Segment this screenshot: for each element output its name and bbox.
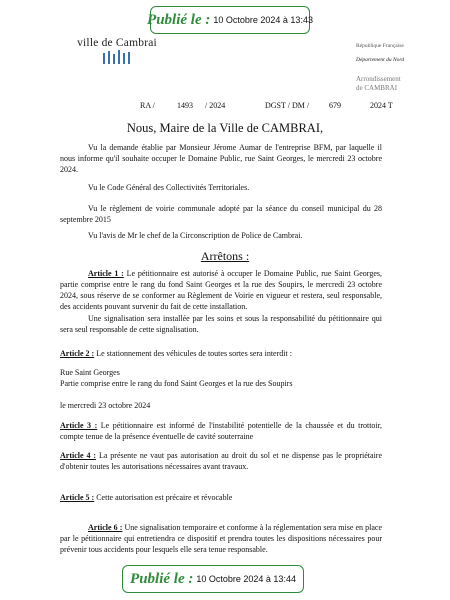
article-3 xyxy=(60,420,382,442)
article-2-text: Le stationnement des véhicules de toutes sortes sera interdit : xyxy=(94,349,292,358)
article-2 xyxy=(60,348,382,359)
stamp-label: Publié le : xyxy=(130,570,194,587)
ref-year-t: 2024 T xyxy=(370,101,393,110)
logo-text: ville de Cambrai xyxy=(77,37,157,49)
ref-ra-number: 1493 xyxy=(177,101,193,110)
article-2-section: Partie comprise entre le rang du fond Saint Georges et la rue des Soupirs xyxy=(60,379,293,388)
article-3-label: Article 3 : xyxy=(60,421,98,430)
publication-stamp-top xyxy=(147,6,313,34)
consideration-reglement: Vu le règlement de voirie communale adopté par la séance du conseil municipal du 28 septembre 2015 xyxy=(60,204,382,224)
article-2-date: le mercredi 23 octobre 2024 xyxy=(60,401,151,410)
article-1-label: Article 1 : xyxy=(88,269,124,278)
arrondissement-label xyxy=(356,75,401,93)
departement-label: Département du Nord xyxy=(356,57,405,63)
article-5-text: Cette autorisation est précaire et révocable xyxy=(94,493,233,502)
article-3-text: Le pétitionnaire est informé de l'instabilité potentielle de la chaussée et du trottoir, compte tenue de la présence éventuelle de cavité souterraine xyxy=(60,421,383,441)
arrondissement-line1: Arrondissement xyxy=(356,75,401,83)
article-4-text: La présente ne vaut pas autorisation au droit du sol et ne dispense pas le propriétaire d'obtenir toutes les autorisations nécessaires avant travaux. xyxy=(60,451,383,471)
consideration-demande: Vu la demande établie par Monsieur Jérome Aumar de l'entreprise BFM, par laquelle il nous informe qu'il souhaite occuper le Domaine Public, rue Saint Georges, le mercredi 23 octobre 2024. xyxy=(60,143,382,174)
article-5 xyxy=(60,492,382,503)
article-1 xyxy=(60,268,382,312)
arretons-heading xyxy=(0,249,450,264)
page-title: Nous, Maire de la Ville de CAMBRAI, xyxy=(126,121,324,135)
arrondissement-line2: de CAMBRAI xyxy=(356,84,398,92)
article-2-label: Article 2 : xyxy=(60,349,95,358)
article-6 xyxy=(60,522,382,555)
consideration-code: Vu le Code Général des Collectivités Territoriales. xyxy=(88,183,250,192)
stamp-datetime: 10 Octobre 2024 à 13:43 xyxy=(213,15,313,25)
stamp-datetime: 10 Octobre 2024 à 13:44 xyxy=(196,574,296,584)
article-6-text: Une signalisation temporaire et conforme à la réglementation sera mise en place par le pétitionnaire qui entretiendra ce dispositif et prendra toutes les dispositions nécessaires pour prévenir tous accidents pour lesquels elle sera tenue responsable. xyxy=(60,523,383,554)
article-5-label: Article 5 : xyxy=(60,493,95,502)
arretons-text: Arrêtons : xyxy=(200,249,250,263)
logo-emblem-icon xyxy=(97,50,137,64)
ref-ra-label: RA / xyxy=(140,101,155,110)
article-1-text: Le pétitionnaire est autorisé à occuper le Domaine Public, rue Saint Georges, partie comprise entre le rang du fond Saint Georges et la rue des Soupirs, le mercredi 23 octobre 2024, sous réserve de se conformer au Règlement de Voirie en vigueur et restera, seul responsable, des accidents pouvant survenir du fait de cette installation. xyxy=(60,269,382,311)
article-6-label: Article 6 : xyxy=(88,523,123,532)
consideration-police: Vu l'avis de Mr le chef de la Circonscription de Police de Cambrai. xyxy=(88,231,303,240)
republique-label: République Française xyxy=(356,43,404,49)
ref-dgst: DGST / DM / xyxy=(265,101,310,110)
ref-ra-year: / 2024 xyxy=(205,101,226,110)
article-4-label: Article 4 : xyxy=(60,451,97,460)
ref-dgst-number: 679 xyxy=(329,101,341,110)
cambrai-logo xyxy=(72,37,162,64)
publication-stamp-bottom xyxy=(122,565,304,593)
article-1-signalisation: Une signalisation sera installée par les soins et sous la responsabilité du pétitionnaire qui sera seul responsable de cette signalisation. xyxy=(60,314,382,334)
stamp-label: Publié le : xyxy=(147,11,211,28)
article-4 xyxy=(60,450,382,472)
article-2-street: Rue Saint Georges xyxy=(60,368,120,377)
